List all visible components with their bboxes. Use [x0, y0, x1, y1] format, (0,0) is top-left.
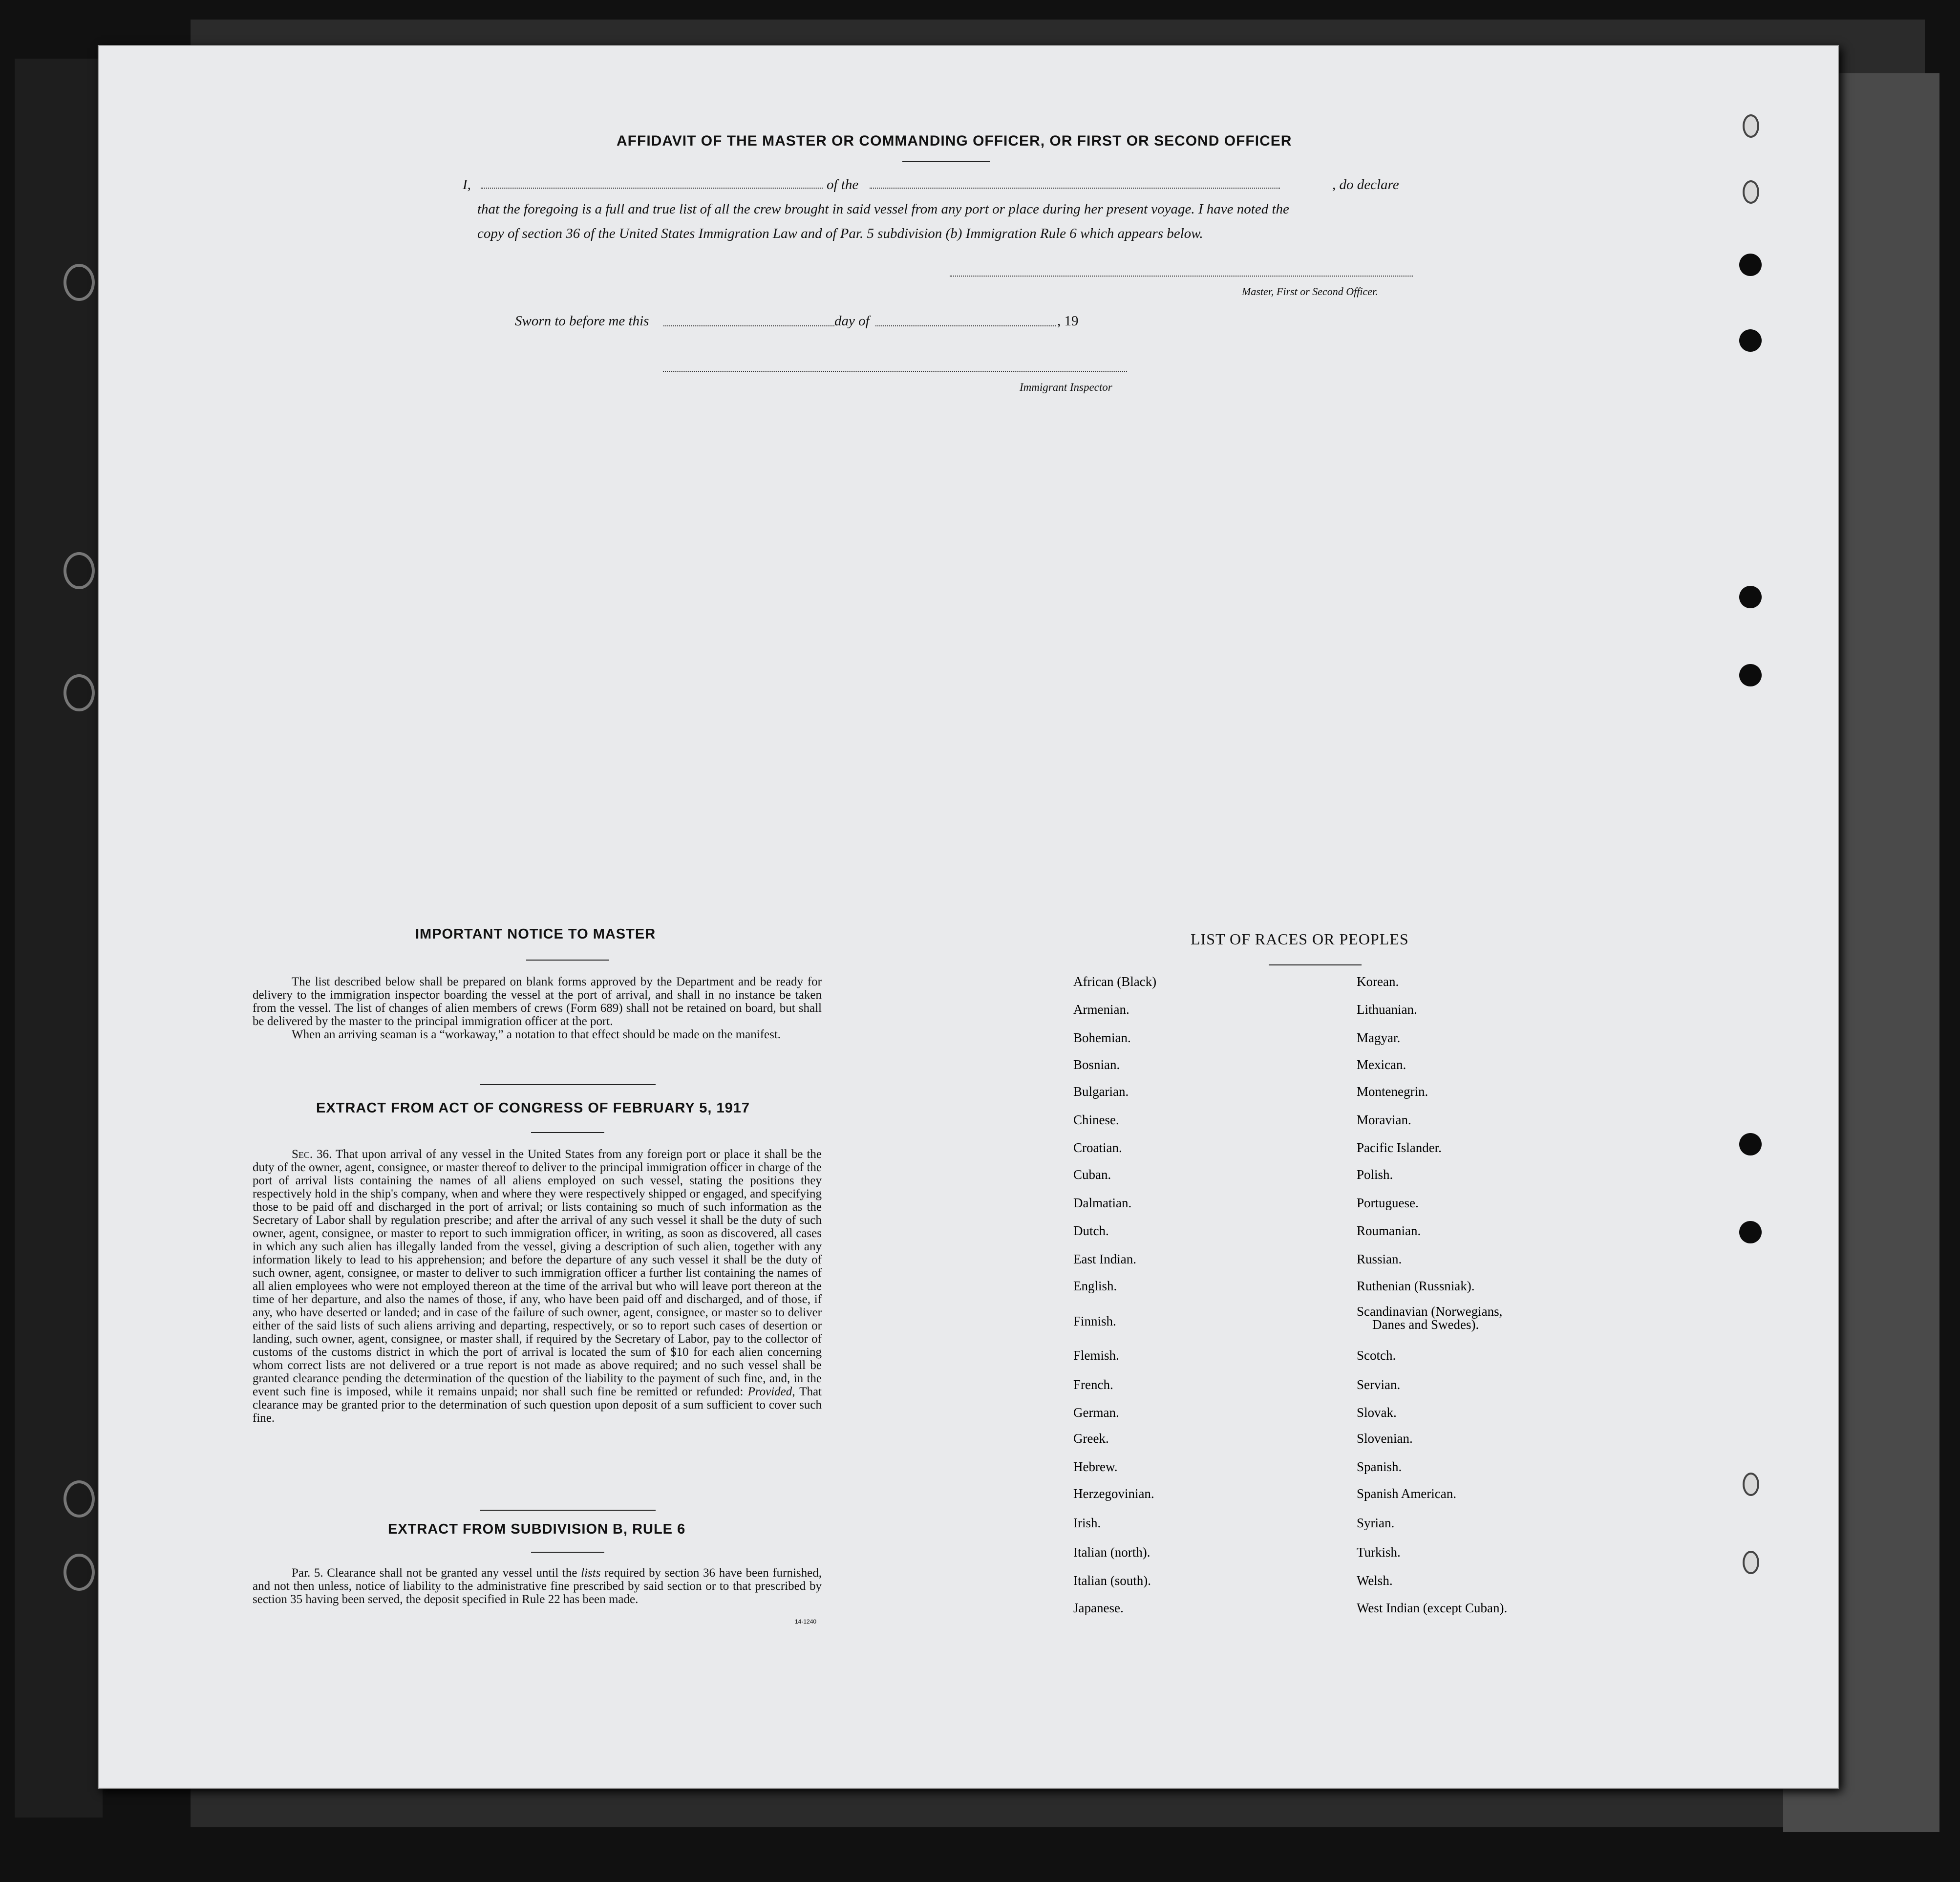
race-item: Mexican.: [1357, 1057, 1406, 1072]
punch-hole: [1743, 180, 1759, 204]
vessel-blank[interactable]: [870, 188, 1280, 189]
race-item: Croatian.: [1073, 1140, 1122, 1155]
affidavit-do-declare: , do declare: [1332, 177, 1399, 192]
race-item: Ruthenian (Russniak).: [1357, 1279, 1475, 1293]
race-item: German.: [1073, 1405, 1119, 1420]
race-item: Montenegrin.: [1357, 1084, 1428, 1099]
act-text: [253, 1148, 822, 1425]
race-item-continued: Danes and Swedes).: [1372, 1317, 1479, 1332]
race-item: Lithuanian.: [1357, 1002, 1417, 1017]
act-body: That upon arrival of any vessel in the United States from any foreign port or place it shall be the duty of the owner, agent, consignee, or master thereof to deliver to the principal immigration officer in charge of the port of arrival lists containing the names of all aliens employed on such vessel, stating the positions they respectively hold in the ship's company, when and where they were respectively shipped or engaged, and specifying those to be paid off and discharged in the port of arrival; or lists containing so much of such information as the Secretary of Labor shall by regulation prescribe; and after the arrival of any such vessel it shall be the duty of such owner, agent, consignee, or master to report to such immigration officer, in writing, as soon as discovered, all cases in which any such alien has illegally landed from the vessel, giving a description of such alien, together with any information likely to lead to his apprehension; and before the departure of any such vessel it shall be the duty of such owner, agent, consignee, or master to deliver to such immigration officer a further list containing the names of all alien employees who were not employed thereon at the time of the arrival but who will leave port thereon at the time of her departure, and also the names of those, if any, who have been paid off and discharged, and of those, if any, who have deserted or landed; and in case of the failure of such owner, agent, consignee, or master so to deliver either of the said lists of such aliens arriving and departing, respectively, or so to report such cases of desertion or landing, such owner, agent, consignee, or master shall, if required by the Secretary of Labor, pay to the collector of customs of the customs district in which the port of arrival is located the sum of $10 for each alien concerning whom correct lists are not delivered or a true report is not made as above required; and no such vessel shall be granted clearance pending the determination of the question of the liability to the payment of such fine, and, in the event such fine is imposed, while it remains unpaid; nor shall such fine be remitted or refunded:: [253, 1148, 822, 1398]
master-signature-line[interactable]: [950, 276, 1413, 277]
act-title: EXTRACT FROM ACT OF CONGRESS OF FEBRUARY 5, 1917: [316, 1100, 750, 1116]
act-title-rule: [531, 1132, 604, 1133]
races-title: LIST OF RACES OR PEOPLES: [1191, 930, 1409, 948]
race-item: Irish.: [1073, 1516, 1101, 1530]
notice-para2: When an arriving seaman is a “workaway,” a notation to that effect should be made on the manifest.: [292, 1028, 781, 1041]
race-item: Chinese.: [1073, 1112, 1119, 1127]
race-item: Portuguese.: [1357, 1196, 1419, 1210]
inspector-signature-line[interactable]: [663, 371, 1127, 372]
race-item: Japanese.: [1073, 1601, 1124, 1615]
punch-hole: [1743, 1551, 1759, 1574]
race-item: Slovenian.: [1357, 1431, 1413, 1446]
affidavit-i: I,: [463, 177, 471, 192]
affidavit-line2: that the foregoing is a full and true list of all the crew brought in said vessel from any port or place during her present voyage. I have noted the: [477, 201, 1289, 217]
race-item: African (Black): [1073, 974, 1157, 989]
race-item: Polish.: [1357, 1167, 1393, 1182]
sworn-prefix: Sworn to before me this: [515, 313, 649, 329]
race-item: Italian (north).: [1073, 1545, 1150, 1560]
inspector-label: Immigrant Inspector: [1020, 381, 1112, 393]
race-item: Bohemian.: [1073, 1030, 1131, 1045]
master-signature-label: Master, First or Second Officer.: [1242, 285, 1378, 298]
race-item: French.: [1073, 1377, 1113, 1392]
race-item: Cuban.: [1073, 1167, 1111, 1182]
document-page: [98, 45, 1839, 1789]
act-sec-label: Sec. 36.: [292, 1148, 332, 1161]
name-blank[interactable]: [481, 188, 823, 189]
sworn-year: , 19: [1057, 313, 1079, 329]
binder-ring: [64, 674, 95, 711]
race-item: West Indian (except Cuban).: [1357, 1601, 1508, 1615]
affidavit-title: AFFIDAVIT OF THE MASTER OR COMMANDING OFFICER, OR FIRST OR SECOND OFFICER: [617, 133, 1292, 149]
binder-ring: [64, 552, 95, 589]
act-body-end: That clearance may be granted prior to the determination of such question upon deposit of a sum sufficient to cover such fine.: [253, 1385, 822, 1425]
punch-hole: [1739, 586, 1762, 608]
punch-hole: [1739, 329, 1762, 352]
race-item: Russian.: [1357, 1252, 1402, 1266]
race-item: Spanish.: [1357, 1459, 1402, 1474]
race-item: East Indian.: [1073, 1252, 1136, 1266]
race-item: Herzegovinian.: [1073, 1486, 1154, 1501]
binder-ring: [64, 264, 95, 301]
act-rule: [480, 1510, 656, 1511]
race-item: Scandinavian (Norwegians,: [1357, 1304, 1503, 1319]
rule6-body-b: required by section 36 have been furnished, and not then unless, notice of liability to the administrative fine prescribed by said section or to that prescribed by section 35 having been served, the deposit specified in Rule 22 has been made.: [253, 1566, 822, 1606]
race-item: Hebrew.: [1073, 1459, 1118, 1474]
notice-title-rule: [526, 960, 609, 961]
sworn-month-blank[interactable]: [875, 325, 1056, 326]
race-item: Dutch.: [1073, 1223, 1109, 1238]
sworn-day-blank[interactable]: [663, 325, 834, 326]
race-item: Syrian.: [1357, 1516, 1395, 1530]
race-item: Scotch.: [1357, 1348, 1396, 1363]
race-item: Finnish.: [1073, 1314, 1116, 1328]
act-provided: Provided,: [747, 1385, 795, 1398]
binder-ring: [64, 1480, 95, 1518]
punch-hole: [1739, 664, 1762, 686]
race-item: Flemish.: [1073, 1348, 1119, 1363]
sworn-day-of: day of: [834, 313, 870, 329]
race-item: Dalmatian.: [1073, 1196, 1132, 1210]
race-item: Armenian.: [1073, 1002, 1129, 1017]
race-item: Greek.: [1073, 1431, 1109, 1446]
form-number: 14-1240: [795, 1618, 817, 1625]
punch-hole: [1739, 254, 1762, 276]
rule6-body-a: Par. 5. Clearance shall not be granted any vessel until the: [292, 1566, 577, 1580]
race-item: Servian.: [1357, 1377, 1401, 1392]
rule6-title-rule: [531, 1552, 604, 1553]
race-item: Spanish American.: [1357, 1486, 1456, 1501]
affidavit-of-the: of the: [827, 177, 859, 192]
race-item: Moravian.: [1357, 1112, 1411, 1127]
race-item: Turkish.: [1357, 1545, 1401, 1560]
punch-hole: [1743, 1473, 1759, 1496]
punch-hole: [1743, 114, 1759, 138]
race-item: Slovak.: [1357, 1405, 1397, 1420]
binder-ring: [64, 1554, 95, 1591]
race-item: Magyar.: [1357, 1030, 1401, 1045]
race-item: Bulgarian.: [1073, 1084, 1129, 1099]
affidavit-title-rule: [902, 161, 990, 162]
notice-title: IMPORTANT NOTICE TO MASTER: [415, 926, 656, 942]
notice-rule: [480, 1084, 656, 1085]
race-item: Italian (south).: [1073, 1573, 1151, 1588]
punch-hole: [1739, 1221, 1762, 1243]
race-item: Korean.: [1357, 974, 1399, 989]
affidavit-line3: copy of section 36 of the United States Immigration Law and of Par. 5 subdivision (b) Immigration Rule 6 which appears below.: [477, 226, 1203, 241]
rule6-title: EXTRACT FROM SUBDIVISION B, RULE 6: [388, 1521, 686, 1537]
binder-spine: [15, 59, 103, 1818]
notice-para1: The list described below shall be prepared on blank forms approved by the Department and be ready for delivery to the immigration inspector boarding the vessel at the port of arrival, and shall in no instance be taken from the vessel. The list of changes of alien members of crews (Form 689) shall not be retained on board, but shall be delivered by the master to the principal immigration officer at the port.: [253, 975, 822, 1028]
race-item: Bosnian.: [1073, 1057, 1120, 1072]
race-item: Roumanian.: [1357, 1223, 1421, 1238]
race-item: Welsh.: [1357, 1573, 1393, 1588]
races-title-rule: [1269, 964, 1362, 965]
punch-hole: [1739, 1133, 1762, 1155]
race-item: Pacific Islander.: [1357, 1140, 1442, 1155]
rule6-lists: lists: [581, 1566, 601, 1580]
race-item: English.: [1073, 1279, 1117, 1293]
rule6-text: [253, 1566, 822, 1606]
